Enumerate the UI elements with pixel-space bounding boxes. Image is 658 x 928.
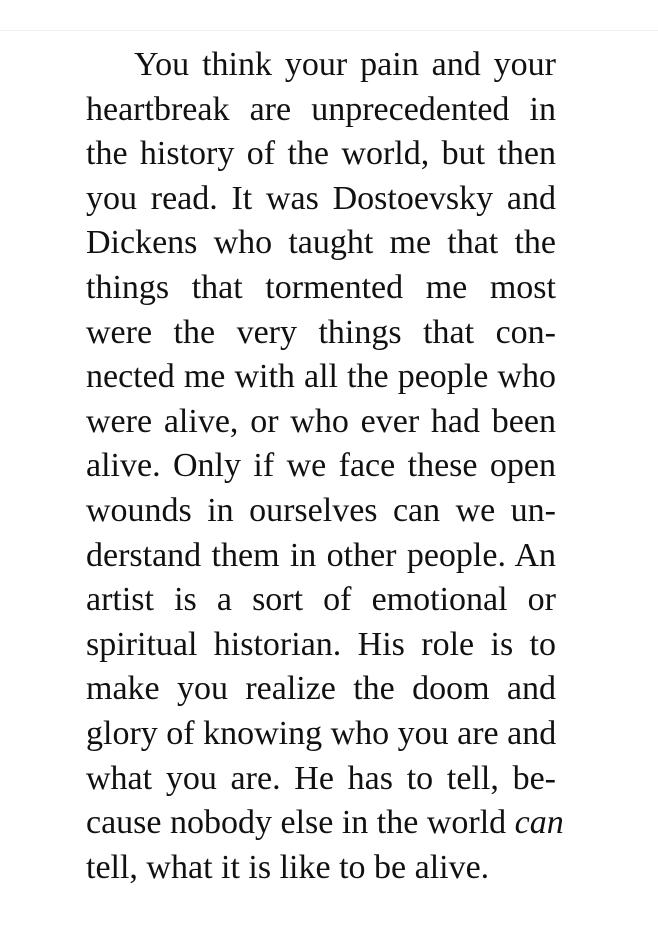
quote-line: nected me with all the people who — [86, 358, 556, 396]
quote-line: things that tormented me most — [86, 268, 556, 306]
quote-line: what you are. He has to tell, be- — [86, 759, 556, 797]
quote-line: artist is a sort of emotional or — [86, 581, 556, 619]
quote-line: were alive, or who ever had been — [86, 402, 556, 440]
quote-line-with-emphasis — [86, 801, 564, 846]
top-divider — [0, 30, 658, 31]
quote-line: make you realize the doom and — [86, 670, 556, 708]
emphasized-word: can — [514, 804, 564, 842]
quote-final-line: tell, what it is like to be alive. — [86, 848, 490, 886]
quote-line: you read. It was Dostoevsky and — [86, 179, 556, 217]
quote-line: alive. Only if we face these open — [86, 447, 556, 485]
quote-line: were the very things that con- — [86, 313, 556, 351]
quote-line: derstand them in other people. An — [86, 536, 556, 574]
quote-paragraph — [86, 43, 564, 890]
quote-line: the history of the world, but then — [86, 135, 556, 173]
quote-line: glory of knowing who you are and — [86, 714, 557, 752]
quote-line: heartbreak are unprecedented in — [86, 90, 556, 128]
quote-line: wounds in ourselves can we un- — [86, 491, 556, 529]
quote-line: spiritual historian. His role is to — [86, 625, 556, 663]
quote-line-text: cause nobody else in the world — [86, 804, 507, 842]
quote-line: You think your pain and your — [134, 46, 556, 83]
quote-line: Dickens who taught me that the — [86, 224, 556, 262]
